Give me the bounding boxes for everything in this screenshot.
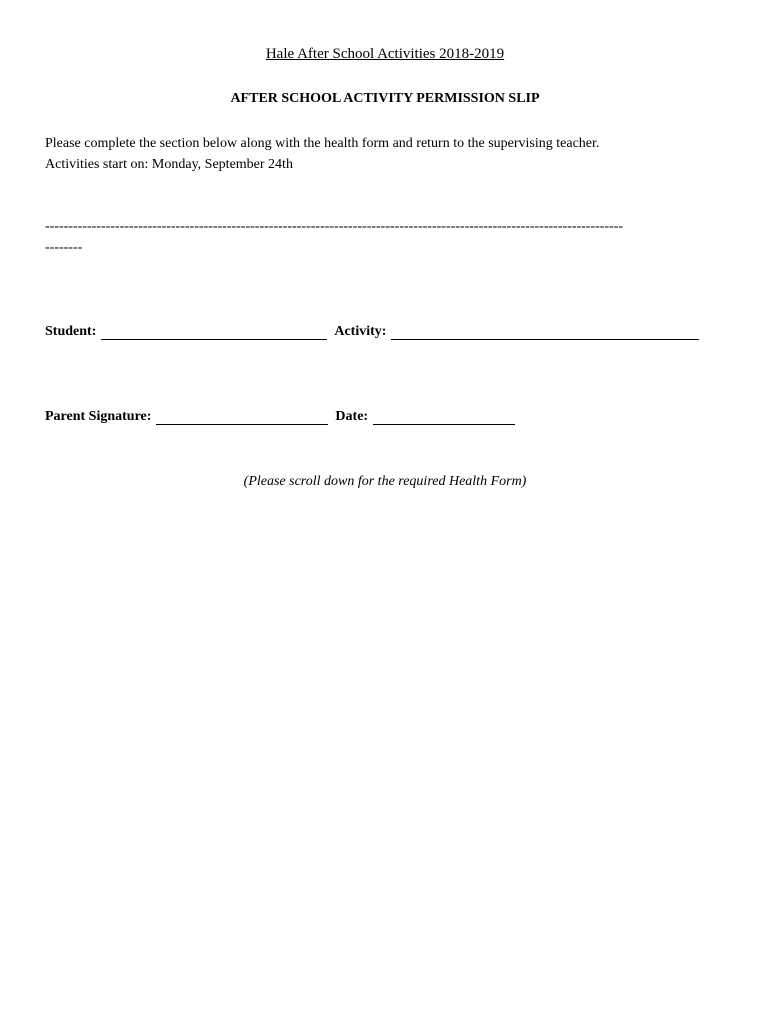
parent-signature-label: Parent Signature: bbox=[45, 409, 152, 424]
student-label: Student: bbox=[45, 324, 97, 339]
start-date-line: Activities start on: Monday, September 24th bbox=[45, 157, 293, 172]
instructions-block bbox=[45, 133, 735, 175]
activity-blank[interactable] bbox=[391, 325, 699, 340]
instructions-line: Please complete the section below along with the health form and return to the supervising teacher. bbox=[45, 136, 600, 151]
health-form-note: (Please scroll down for the required Health Form) bbox=[243, 474, 527, 489]
student-blank[interactable] bbox=[101, 325, 327, 340]
date-label: Date: bbox=[335, 409, 369, 424]
form-heading: AFTER SCHOOL ACTIVITY PERMISSION SLIP bbox=[230, 91, 540, 106]
document-title: Hale After School Activities 2018-2019 bbox=[265, 46, 505, 62]
cut-line-row: -------- bbox=[45, 240, 83, 255]
cut-line-row: ---------------------------------------------------------------------------------------------------------------------------- bbox=[45, 219, 624, 234]
student-activity-row bbox=[45, 324, 706, 340]
activity-label: Activity: bbox=[334, 324, 387, 339]
signature-date-row bbox=[45, 409, 522, 425]
parent-signature-blank[interactable] bbox=[156, 410, 328, 425]
date-blank[interactable] bbox=[373, 410, 515, 425]
cut-line bbox=[45, 216, 735, 258]
